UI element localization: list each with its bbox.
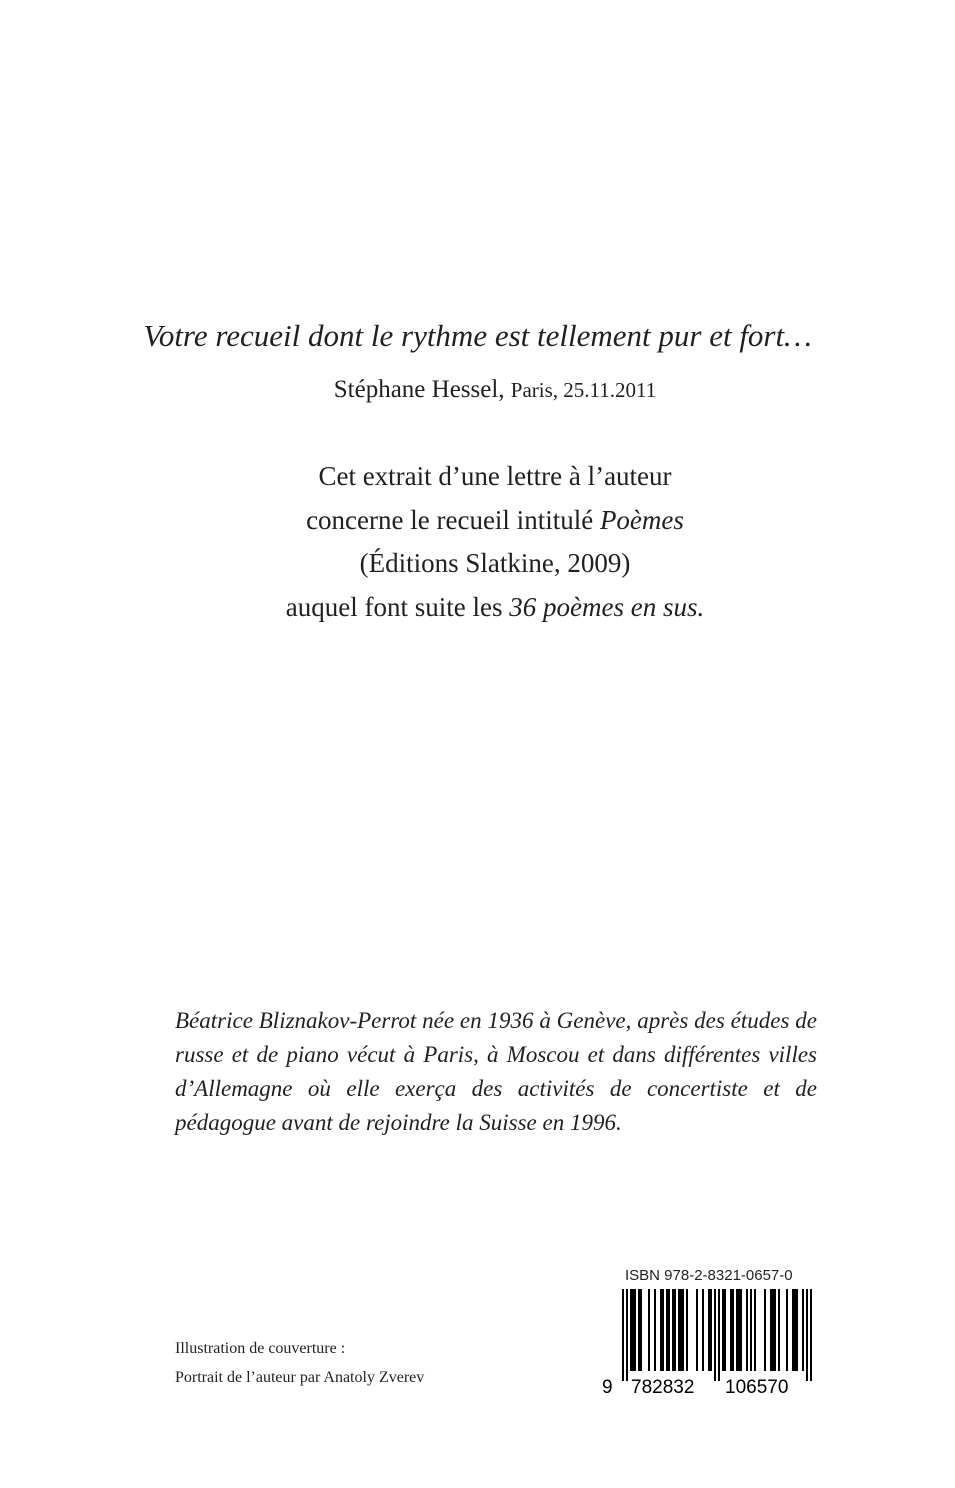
barcode-bar	[686, 1289, 688, 1371]
barcode-bar	[672, 1289, 676, 1371]
barcode-bar	[718, 1289, 720, 1381]
barcode-bar	[660, 1289, 664, 1371]
isbn-barcode-block	[598, 1267, 820, 1397]
barcode-bar	[714, 1289, 716, 1381]
cover-credit	[175, 1334, 424, 1392]
epigraph-quote: Votre recueil dont le rythme est tellement pur et fort…	[143, 318, 812, 353]
barcode-bar	[702, 1289, 704, 1371]
barcode-bar	[778, 1289, 780, 1371]
quote-author: Stéphane Hessel,	[333, 376, 505, 403]
barcode-bar	[666, 1289, 670, 1371]
barcode-bar	[786, 1289, 788, 1371]
quote-attribution	[0, 373, 955, 407]
barcode-bar	[750, 1289, 752, 1371]
note-line-3: (Éditions Slatkine, 2009)	[359, 548, 631, 578]
quote-place-date: Paris, 25.11.2011	[510, 378, 657, 402]
author-biography: Béatrice Bliznakov-Perrot née en 1936 à Genève, après des études de russe et de piano vécut à Paris, à Moscou et dans différentes villes d’Allemagne où elle exerça des activités de concertiste et de pédagogue avant de rejoindre la Suisse en 1996.	[175, 1008, 817, 1135]
barcode-bar	[736, 1289, 742, 1371]
barcode-bar	[806, 1289, 808, 1381]
barcode-bar	[730, 1289, 734, 1371]
isbn-label: ISBN 978-2-8321-0657-0	[625, 1267, 793, 1284]
barcode-bar	[754, 1289, 756, 1371]
barcode-bar	[802, 1289, 804, 1371]
barcode-bar	[746, 1289, 748, 1371]
barcode-bar	[638, 1289, 642, 1371]
barcode-bar	[626, 1289, 628, 1381]
note-line-4	[0, 586, 955, 630]
barcode-bar	[648, 1289, 650, 1371]
barcode-digit-first: 9	[602, 1377, 613, 1397]
barcode-bar	[764, 1289, 766, 1371]
barcode-bar	[810, 1289, 812, 1381]
barcode-bar	[678, 1289, 684, 1371]
ean13-barcode	[598, 1289, 820, 1397]
note-line-2-text: concerne le recueil intitulé	[306, 504, 594, 535]
barcode-digits-right: 106570	[725, 1377, 789, 1397]
barcode-bar	[654, 1289, 656, 1371]
cover-credit-text: Portrait de l’auteur par Anatoly Zverev	[175, 1369, 425, 1386]
barcode-bar	[708, 1289, 712, 1371]
barcode-bar	[792, 1289, 798, 1371]
barcode-bar	[622, 1289, 624, 1381]
note-line-4-text: auquel font suite les	[285, 591, 503, 622]
editorial-note	[0, 455, 955, 629]
note-line-1: Cet extrait d’une lettre à l’auteur	[318, 461, 672, 491]
note-line-2	[0, 499, 955, 543]
cover-credit-label: Illustration de couverture :	[175, 1340, 346, 1357]
book-title-poemes: Poèmes	[599, 504, 684, 535]
barcode-bar	[630, 1289, 636, 1371]
barcode-bar	[696, 1289, 698, 1371]
barcode-bar	[722, 1289, 726, 1371]
barcode-bar	[770, 1289, 776, 1371]
barcode-digits-left: 782832	[631, 1377, 695, 1397]
book-title-36-poemes: 36 poèmes en sus.	[509, 591, 705, 622]
